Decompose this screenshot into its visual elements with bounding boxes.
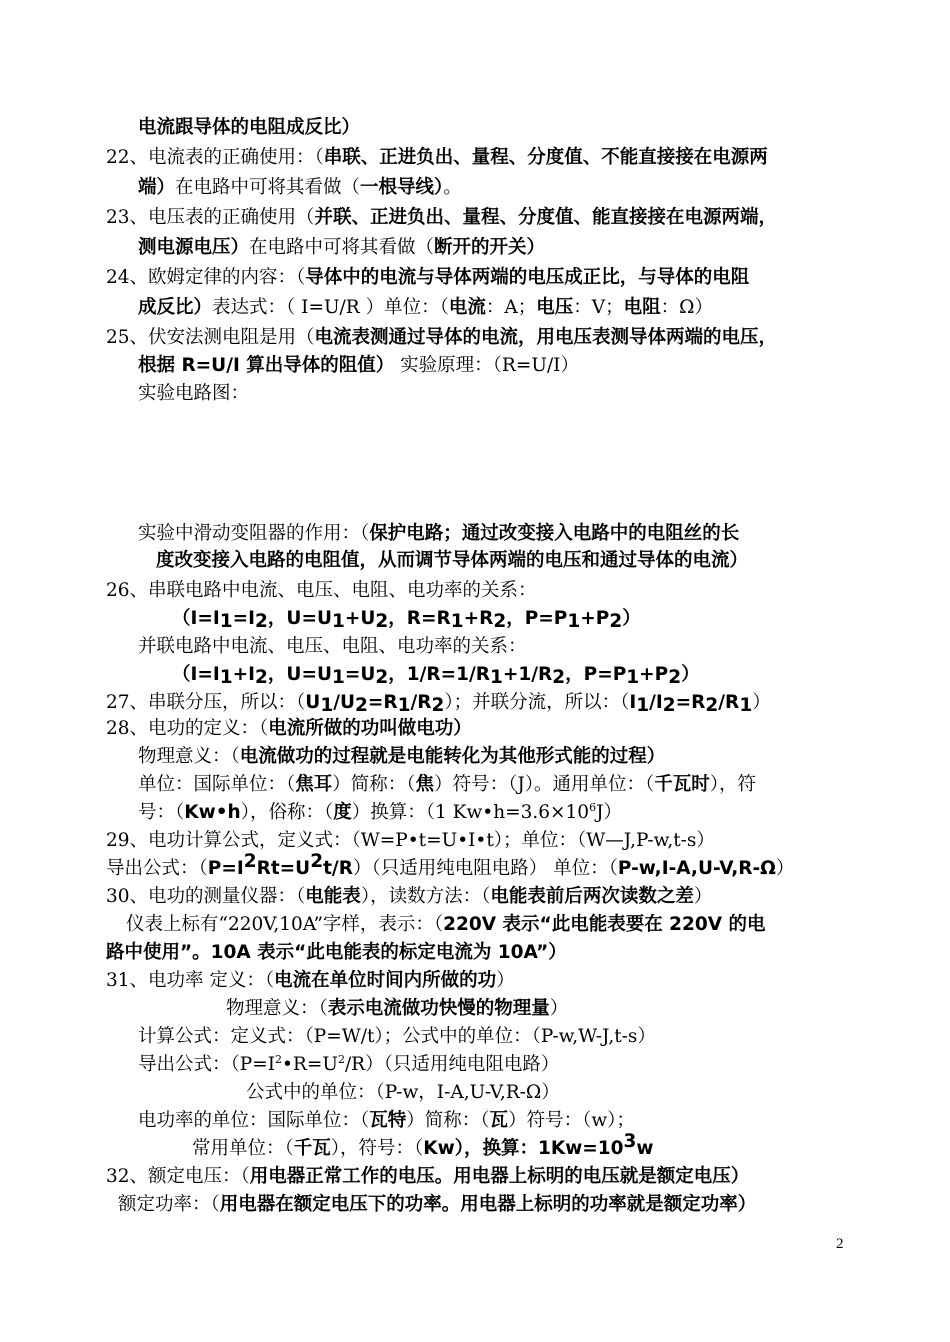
text-line — [138, 117, 360, 139]
text-segment: ，P=P — [506, 608, 568, 629]
text-segment: ），读数方法：（ — [360, 886, 491, 907]
text-segment: 测电源电压） — [138, 237, 250, 258]
text-segment: ） — [681, 664, 700, 685]
text-segment: 表示电流做功快慢的物理量 — [327, 998, 550, 1019]
text-segment: /U — [333, 692, 355, 713]
text-segment: 2 — [243, 851, 257, 872]
text-line — [106, 970, 515, 992]
text-segment: ） — [752, 692, 771, 713]
text-segment: ）（只适用纯电阻电路） 单位：（ — [352, 858, 618, 879]
text-segment: 额定功率：（ — [118, 1194, 220, 1215]
text-segment: 1 — [219, 667, 233, 688]
text-segment: 2 — [552, 667, 566, 688]
text-segment: +1/R — [502, 664, 553, 685]
text-segment: 根据 R=U/I 算出导体的阻值） — [138, 355, 395, 376]
text-line — [106, 147, 768, 169]
text-segment: ：Ω） — [660, 297, 713, 318]
text-segment: 实验原理：（R=U/I） — [394, 355, 579, 376]
text-line — [138, 774, 756, 796]
text-segment: 千瓦 — [293, 1138, 331, 1159]
text-segment: ），俗称：（ — [240, 802, 334, 823]
text-line — [106, 692, 771, 714]
text-line — [156, 550, 748, 572]
text-segment: /R — [718, 692, 740, 713]
text-line — [138, 1054, 559, 1076]
text-segment: 31、电功率 定义：（ — [106, 970, 275, 991]
text-segment: 表达式：（ I=U/R ）单位：（ — [212, 297, 449, 318]
text-segment: 电流 — [448, 297, 486, 318]
text-line — [226, 998, 568, 1020]
text-segment: =R — [367, 692, 398, 713]
text-segment: ），符号：（ — [330, 1138, 424, 1159]
text-segment: 1 — [567, 611, 581, 632]
text-line — [138, 746, 665, 768]
text-line — [106, 942, 567, 964]
text-segment: ：V； — [573, 297, 624, 318]
text-segment: 2 — [275, 1053, 283, 1066]
text-segment: ，1/R=1/R — [388, 664, 491, 685]
text-segment: 成反比） — [138, 297, 213, 318]
text-line — [106, 207, 777, 229]
text-segment: 电阻 — [623, 297, 661, 318]
text-segment: 串联、正进负出、量程、分度值、不能直接接在电源两 — [323, 147, 768, 168]
text-segment: 220V 表示“此电能表要在 220V 的电 — [443, 914, 766, 935]
text-segment: 并联、正进负出、量程、分度值、能直接接在电源两端， — [314, 207, 778, 228]
text-segment: 1 — [320, 695, 334, 716]
text-segment: 导出公式：（ — [106, 858, 208, 879]
text-line — [138, 237, 545, 259]
text-segment: 25、伏安法测电阻是用（ — [106, 327, 315, 348]
text-segment: 2 — [354, 695, 368, 716]
text-segment: +I — [232, 664, 256, 685]
text-line — [106, 851, 795, 880]
text-segment: 度 — [333, 802, 352, 823]
text-segment: +R — [463, 608, 494, 629]
text-segment: 电流做功的过程就是电能转化为其他形式能的过程） — [239, 746, 666, 767]
text-segment: 电流表测通过导体的电流，用电压表测导体两端的电压， — [314, 327, 778, 348]
text-segment: 电能表前后两次读数之差 — [490, 886, 694, 907]
text-segment: 电流所做的功叫做电功） — [268, 718, 472, 739]
text-segment: ，R=R — [388, 608, 451, 629]
text-segment: 1 — [490, 667, 503, 688]
text-line — [138, 383, 249, 405]
text-segment: 并联电路中电流、电压、电阻、电功率的关系： — [138, 636, 527, 657]
text-segment: 2 — [431, 695, 445, 716]
text-segment: P=I — [207, 858, 244, 879]
text-segment: 用电器在额定电压下的功率。用电器上标明的功率就是额定功率） — [219, 1194, 757, 1215]
text-segment: 物理意义：（ — [138, 746, 240, 767]
text-segment: 26、串联电路中电流、电压、电阻、电功率的关系： — [106, 580, 537, 601]
text-segment: 物理意义：（ — [226, 998, 328, 1019]
text-line — [138, 355, 579, 377]
text-segment: 常用单位：（ — [192, 1138, 294, 1159]
text-segment: 1 — [739, 695, 753, 716]
text-segment: 在电路中可将其看做（ — [249, 237, 435, 258]
text-line — [172, 608, 641, 630]
text-segment: 1 — [636, 695, 650, 716]
text-segment: 单位：国际单位：（ — [138, 774, 296, 795]
text-segment: t/R — [323, 858, 353, 879]
text-segment: Kw — [423, 1138, 455, 1159]
text-line — [138, 636, 527, 658]
text-segment: 1 — [219, 611, 233, 632]
text-segment: 1 — [331, 667, 345, 688]
text-segment: Rt=U — [256, 858, 311, 879]
text-segment: 实验电路图： — [138, 383, 250, 404]
text-segment: /R — [410, 692, 432, 713]
text-line — [106, 580, 537, 602]
text-segment: 1 — [397, 695, 411, 716]
text-segment: w — [636, 1138, 654, 1159]
text-segment: ，U=U — [267, 664, 332, 685]
text-segment: 导出公式：（P=I — [138, 1054, 276, 1075]
text-segment: 1 — [331, 611, 345, 632]
text-segment: 瓦特 — [369, 1110, 407, 1131]
text-segment: ）符号：（w）； — [508, 1110, 635, 1131]
text-line — [106, 886, 712, 908]
text-segment: +P — [639, 664, 669, 685]
text-segment: 度改变接入电路的电阻值，从而调节导体两端的电压和通过导体的电流） — [156, 550, 749, 571]
text-segment: 2 — [375, 667, 389, 688]
text-line — [106, 830, 715, 852]
text-segment: 路中使用”。10A 表示“此电能表的标定电流为 10A”） — [106, 942, 567, 963]
text-segment: ：A； — [485, 297, 537, 318]
text-segment: 计算公式：定义式：（P=W/t）；公式中的单位：（P-w,W-J,t-s） — [138, 1026, 656, 1047]
text-segment: 22、电流表的正确使用：（ — [106, 147, 324, 168]
text-segment: 瓦 — [489, 1110, 509, 1131]
text-line — [138, 1110, 635, 1132]
text-line — [192, 1131, 654, 1160]
text-segment: I — [629, 692, 637, 713]
text-segment: ） — [496, 970, 515, 991]
text-segment: ），符 — [709, 774, 757, 795]
text-segment: =U — [344, 664, 376, 685]
text-segment: 2 — [493, 611, 507, 632]
text-line — [138, 802, 622, 824]
text-segment: 千瓦时 — [654, 774, 710, 795]
text-segment: J） — [596, 802, 622, 823]
text-segment: 公式中的单位：（P-w，I-A,U-V,R-Ω） — [246, 1082, 560, 1103]
text-line — [106, 1166, 749, 1188]
text-segment: ）符号：（J）。通用单位：（ — [434, 774, 655, 795]
text-segment: 号：（ — [138, 802, 185, 823]
text-line — [138, 177, 462, 199]
text-line — [246, 1082, 560, 1104]
text-segment: 。 — [443, 177, 462, 198]
text-segment: ）；并联分流，所以：（ — [444, 692, 630, 713]
text-segment: ）简称：（ — [406, 1110, 490, 1131]
text-segment: 28、电功的定义：（ — [106, 718, 269, 739]
text-segment: ） — [775, 858, 795, 879]
text-segment: •R=U — [282, 1054, 338, 1075]
text-segment: 30、电功的测量仪器：（ — [106, 886, 306, 907]
text-segment: ） — [549, 998, 569, 1019]
text-segment: ）简称：（ — [332, 774, 416, 795]
text-segment: 用电器正常工作的电压。用电器上标明的电压就是额定电压） — [249, 1166, 750, 1187]
text-segment: =R — [675, 692, 706, 713]
text-line — [106, 718, 472, 740]
text-segment: 电流在单位时间内所做的功 — [274, 970, 497, 991]
text-segment: =I — [232, 608, 256, 629]
text-segment: 24、欧姆定律的内容：（ — [106, 267, 306, 288]
text-segment: /I — [649, 692, 663, 713]
text-segment: 2 — [668, 667, 682, 688]
text-segment: 2 — [255, 667, 268, 688]
text-segment: ） — [693, 886, 713, 907]
text-segment: +P — [580, 608, 610, 629]
text-line — [106, 267, 749, 289]
text-segment: 实验中滑动变阻器的作用：（ — [138, 523, 370, 544]
text-segment: 在电路中可将其看做（ — [175, 177, 361, 198]
text-segment: 2 — [255, 611, 268, 632]
text-segment: 电能表 — [305, 886, 361, 907]
page-number: 2 — [836, 1236, 844, 1252]
text-line — [172, 664, 700, 686]
text-segment: 6 — [589, 801, 597, 814]
text-segment: 27、串联分压，所以：（ — [106, 692, 306, 713]
text-segment: 一根导线） — [360, 177, 444, 198]
text-segment: /R）（只适用纯电阻电路） — [344, 1054, 560, 1075]
text-segment: +U — [344, 608, 376, 629]
text-segment: 2 — [310, 851, 324, 872]
text-segment: 电流跟导体的电阻成反比） — [138, 117, 361, 138]
text-segment: 3 — [623, 1131, 637, 1152]
text-segment: Kw•h — [184, 802, 241, 823]
text-segment: 32、额定电压：（ — [106, 1166, 250, 1187]
text-segment: 23、电压表的正确使用（ — [106, 207, 315, 228]
text-segment: 1 — [450, 611, 464, 632]
text-segment: ） — [622, 608, 641, 629]
text-segment: 1 — [626, 667, 640, 688]
text-line — [138, 297, 713, 319]
text-segment: 焦 — [415, 774, 435, 795]
text-segment: P-w,I-A,U-V,R-Ω — [617, 858, 776, 879]
text-segment: 2 — [705, 695, 719, 716]
text-segment: （I=I — [172, 664, 220, 685]
text-segment: ），换算：1Kw=10 — [454, 1138, 624, 1159]
text-line — [118, 1194, 756, 1216]
text-segment: 仪表上标有“220V,10A”字样，表示：（ — [126, 914, 444, 935]
text-segment: 2 — [662, 695, 676, 716]
text-line — [106, 327, 777, 349]
text-line — [138, 523, 739, 545]
text-segment: 保护电路；通过改变接入电路中的电阻丝的长 — [369, 523, 740, 544]
text-segment: ）换算：（1 Kw•h=3.6×10 — [351, 802, 590, 823]
text-segment: ，U=U — [267, 608, 332, 629]
text-segment: 断开的开关） — [434, 237, 546, 258]
text-segment: 2 — [375, 611, 389, 632]
text-segment: 导体中的电流与导体两端的电压成正比，与导体的电阻 — [305, 267, 750, 288]
text-segment: （I=I — [172, 608, 220, 629]
text-line — [138, 1026, 656, 1048]
text-segment: 焦耳 — [295, 774, 333, 795]
text-segment: 2 — [609, 611, 623, 632]
text-segment: ，P=P — [565, 664, 627, 685]
text-segment: U — [305, 692, 321, 713]
text-line — [126, 914, 766, 936]
text-segment: 端） — [138, 177, 176, 198]
text-segment: 2 — [337, 1053, 345, 1066]
text-segment: 电压 — [536, 297, 574, 318]
text-segment: 29、电功计算公式，定义式：（W=P•t=U•I•t）；单位：（W—J,P-w,t-s） — [106, 830, 715, 851]
text-segment: 电功率的单位：国际单位：（ — [138, 1110, 370, 1131]
